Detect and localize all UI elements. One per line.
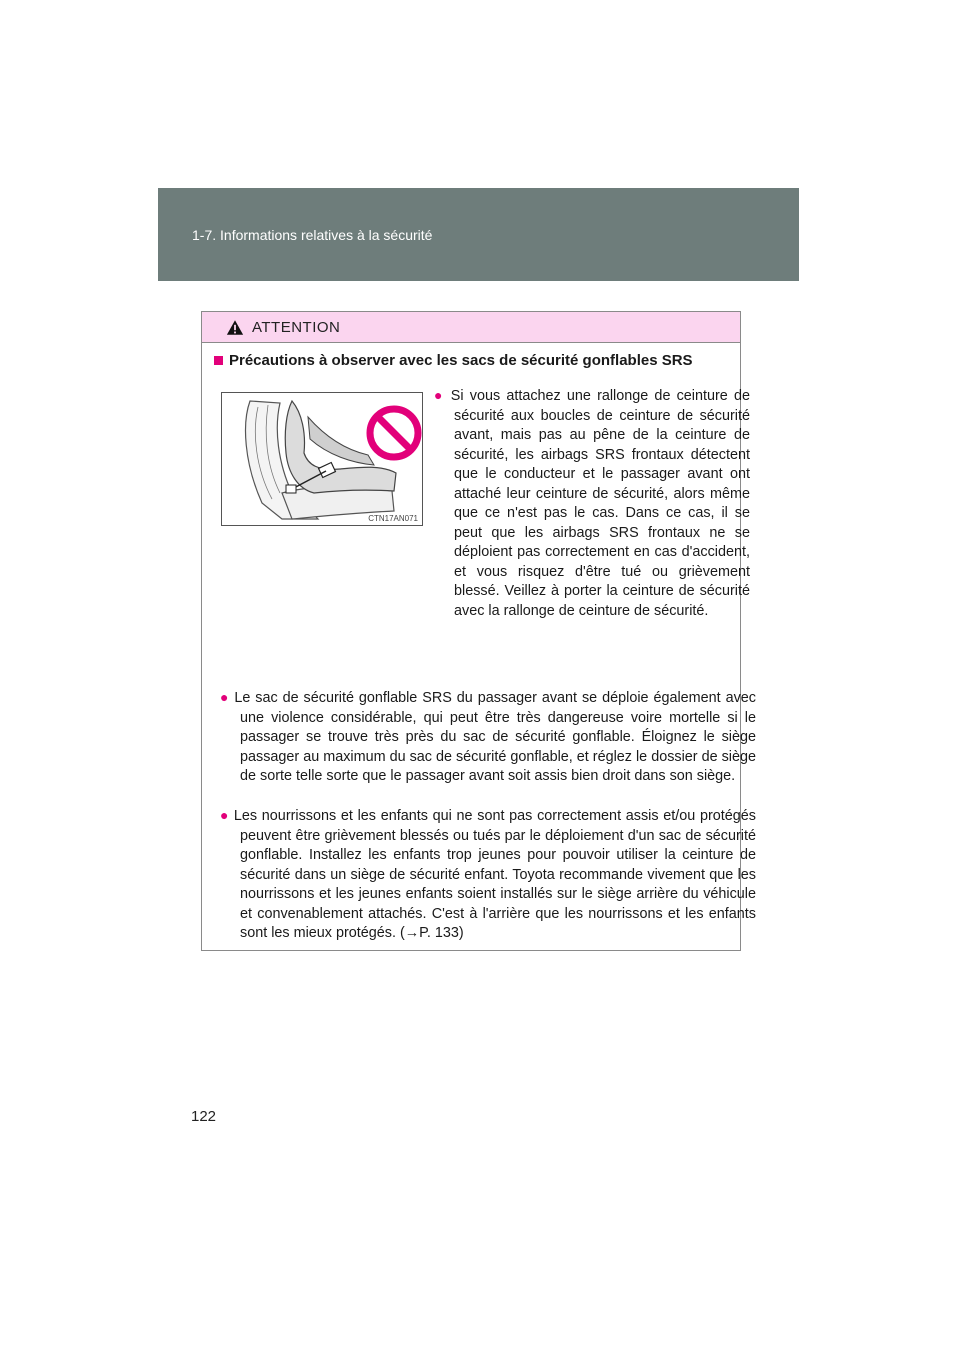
warning-triangle-icon bbox=[226, 319, 244, 336]
figure-code: CTN17AN071 bbox=[368, 514, 418, 523]
subheading-text: Précautions à observer avec les sacs de sécurité gonflables SRS bbox=[229, 352, 693, 369]
warning-title: ATTENTION bbox=[252, 318, 341, 336]
section-title: 1-7. Informations relatives à la sécurité bbox=[192, 227, 433, 243]
square-bullet-icon bbox=[214, 356, 223, 365]
bullet-item bbox=[220, 688, 756, 787]
bullet-dot-icon: ● bbox=[220, 807, 230, 823]
bullet-item bbox=[220, 806, 756, 944]
bullet-dot-icon: ● bbox=[434, 387, 445, 403]
page-number: 122 bbox=[191, 1108, 217, 1125]
illustration-seatbelt-extender bbox=[221, 392, 423, 526]
warning-box bbox=[201, 311, 756, 951]
bullet-text: Les nourrissons et les enfants qui ne sont pas correctement assis et/ou protégés peuvent être grièvement blessés ou tués par le déploiement d'un sac de sécurité gonflable. Installez les enfants trop jeunes pour pouvoir utiliser la ceinture de sécurité dans un siège de sécurité enfant. Toyota recommande vivement que les nourrissons et les jeunes enfants soient installés sur le siège arrière du véhicule et convenablement attachés. C'est à l'arrière que les nourrissons et les enfants sont les mieux protégés. (→P. 133) bbox=[233, 808, 756, 941]
bullet-dot-icon: ● bbox=[220, 689, 230, 705]
bullet-text: Si vous attachez une rallonge de ceinture de sécurité aux boucles de ceinture de sécurité avant, mais pas au pêne de la ceinture de sécurité, les airbags SRS frontaux détectent que le conducteur et le passager avant ont attaché leur ceinture de sécurité, alors même que ce n'est pas le cas. Dans ce cas, il se peut que les airbags SRS frontaux ne se déploient pas correctement en cas d'accident, et vous risquez d'être tué ou grièvement blessé. Veillez à porter la ceinture de sécurité avec la rallonge de ceinture de sécurité. bbox=[450, 388, 750, 619]
warning-subheading bbox=[214, 352, 693, 369]
bullet-item bbox=[434, 386, 750, 621]
seated-passenger-illustration bbox=[222, 393, 422, 525]
warning-header bbox=[202, 312, 740, 343]
bullet-text: Le sac de sécurité gonflable SRS du passager avant se déploie également avec une violence considérable, qui peut être très dangereuse voire mortelle si le passager se trouve très près du sac de sécurité gonflable. Éloignez le siège passager au maximum du sac de sécurité gonflable, et réglez le dossier de siège de sorte telle sorte que le passager avant soit assis bien droit dans son siège. bbox=[234, 690, 756, 784]
